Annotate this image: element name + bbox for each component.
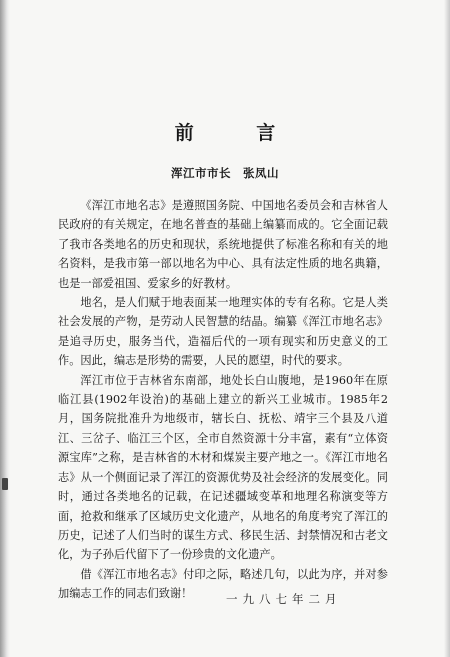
preface-body xyxy=(58,196,388,604)
date-line: 一九八七年二月 xyxy=(226,592,342,606)
scan-edge-right xyxy=(444,0,450,657)
scan-edge-left xyxy=(0,0,10,657)
paragraph: 《浑江市地名志》是遵照国务院、中国地名委员会和吉林省人民政府的有关规定，在地名普查的基础上编纂而成的。它全面记载了我市各类地名的历史和现状，系统地提供了标准名称和有关的地名资料，是我市第一部以地名为中心、具有法定性质的地名典籍，也是一部爱祖国、爱家乡的好教材。 xyxy=(58,199,388,290)
author-line: 浑江市市长 张凤山 xyxy=(171,166,279,180)
paragraph: 地名，是人们赋于地表面某一地理实体的专有名称。它是人类社会发展的产物，是劳动人民智慧的结晶。编纂《浑江市地名志》是追寻历史，服务当代，造福后代的一项有现实和历史意义的工作。因此，编志是形势的需要，人民的愿望，时代的要求。 xyxy=(58,296,388,368)
scan-edge-mark xyxy=(2,478,8,490)
paragraph: 浑江市位于吉林省东南部，地处长白山腹地，是1960年在原临江县(1902年设治)的基础上建立的新兴工业城市。1985年2月，国务院批准升为地级市，辖长白、抚松、靖宇三个县及八道江、三岔子、临江三个区，全市自然资源十分丰富，素有“立体资源宝库”之称，是吉林省的木材和煤炭主要产地之一。《浑江市地名志》从一个侧面记录了浑江的资源优势及社会经济的发展变化。同时，通过各类地名的记载，在记述疆域变革和地理名称演变等方面，抢救和继承了区域历史文化遗产，从地名的角度考究了浑江的历史，记述了人们当时的谋生方式、移民生活、封禁情况和古老文化，为子孙后代留下了一份珍贵的文化遗产。 xyxy=(58,373,388,562)
paragraph: 借《浑江市地名志》付印之际，略述几句，以此为序，并对参加编志工作的同志们致谢！ xyxy=(58,567,388,601)
page-title: 前 言 xyxy=(174,122,304,144)
